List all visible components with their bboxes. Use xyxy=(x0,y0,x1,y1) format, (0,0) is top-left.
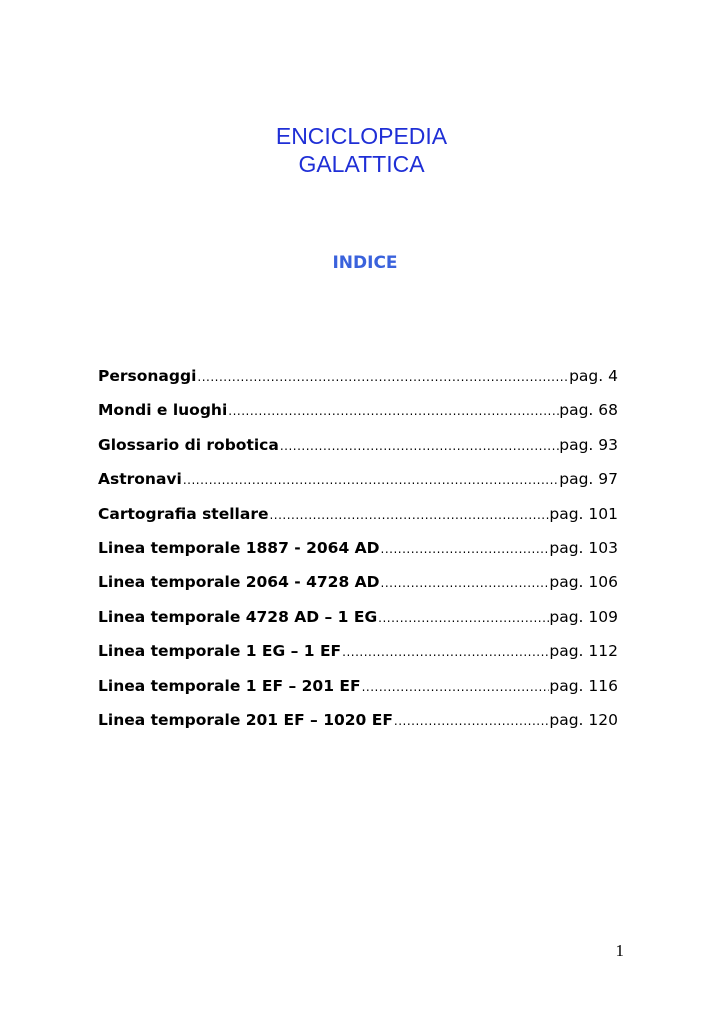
toc-entry xyxy=(98,539,618,573)
toc-entry-label: Linea temporale 201 EF – 1020 EF xyxy=(98,710,393,729)
toc-entry xyxy=(98,642,618,676)
page-number: 1 xyxy=(615,941,624,960)
toc-entry-page: pag. 106 xyxy=(549,573,618,592)
toc-entry-page: pag. 120 xyxy=(549,710,618,729)
table-of-contents xyxy=(98,367,618,745)
toc-entry-label: Personaggi xyxy=(98,367,197,385)
toc-dot-leader xyxy=(380,542,550,556)
toc-dot-leader xyxy=(227,404,559,418)
index-heading: INDICE xyxy=(332,253,398,273)
toc-entry xyxy=(98,608,618,642)
toc-entry-page: pag. 93 xyxy=(559,435,618,454)
toc-dot-leader xyxy=(279,439,559,453)
toc-dot-leader xyxy=(196,370,569,384)
toc-dot-leader xyxy=(268,508,549,522)
toc-entry xyxy=(98,677,618,711)
toc-entry-label: Glossario di robotica xyxy=(98,435,279,454)
toc-entry xyxy=(98,505,618,539)
toc-entry-label: Linea temporale 1887 - 2064 AD xyxy=(98,538,380,557)
toc-entry xyxy=(98,470,618,504)
toc-entry-page: pag. 101 xyxy=(549,504,618,523)
toc-dot-leader xyxy=(377,611,549,625)
toc-entry-page: pag. 116 xyxy=(549,676,618,695)
document-title-line-1: ENCICLOPEDIA xyxy=(275,123,448,149)
toc-dot-leader xyxy=(361,680,550,694)
toc-entry-label: Linea temporale 1 EG – 1 EF xyxy=(98,642,342,661)
toc-entry-page: pag. 112 xyxy=(549,642,618,661)
toc-entry xyxy=(98,436,618,470)
toc-entry-page: pag. 68 xyxy=(559,401,618,420)
toc-entry-label: Linea temporale 4728 AD – 1 EG xyxy=(98,607,378,626)
toc-dot-leader xyxy=(393,714,549,728)
toc-entry-label: Mondi e luoghi xyxy=(98,401,228,420)
toc-dot-leader xyxy=(182,473,559,487)
document-title xyxy=(0,122,723,178)
toc-dot-leader xyxy=(341,645,549,659)
toc-entry xyxy=(98,367,618,401)
toc-entry-page: pag. 97 xyxy=(559,470,618,489)
toc-entry xyxy=(98,711,618,745)
toc-entry-label: Linea temporale 2064 - 4728 AD xyxy=(98,573,380,592)
toc-entry-page: pag. 109 xyxy=(549,607,618,626)
toc-entry-page: pag. 103 xyxy=(549,538,618,557)
toc-entry xyxy=(98,573,618,607)
toc-entry-label: Cartografia stellare xyxy=(98,504,269,523)
document-title-line-2: GALATTICA xyxy=(298,151,425,177)
toc-entry xyxy=(98,401,618,435)
toc-entry-page: pag. 4 xyxy=(569,367,618,385)
toc-dot-leader xyxy=(380,576,550,590)
toc-entry-label: Astronavi xyxy=(98,470,182,489)
toc-entry-label: Linea temporale 1 EF – 201 EF xyxy=(98,676,361,695)
